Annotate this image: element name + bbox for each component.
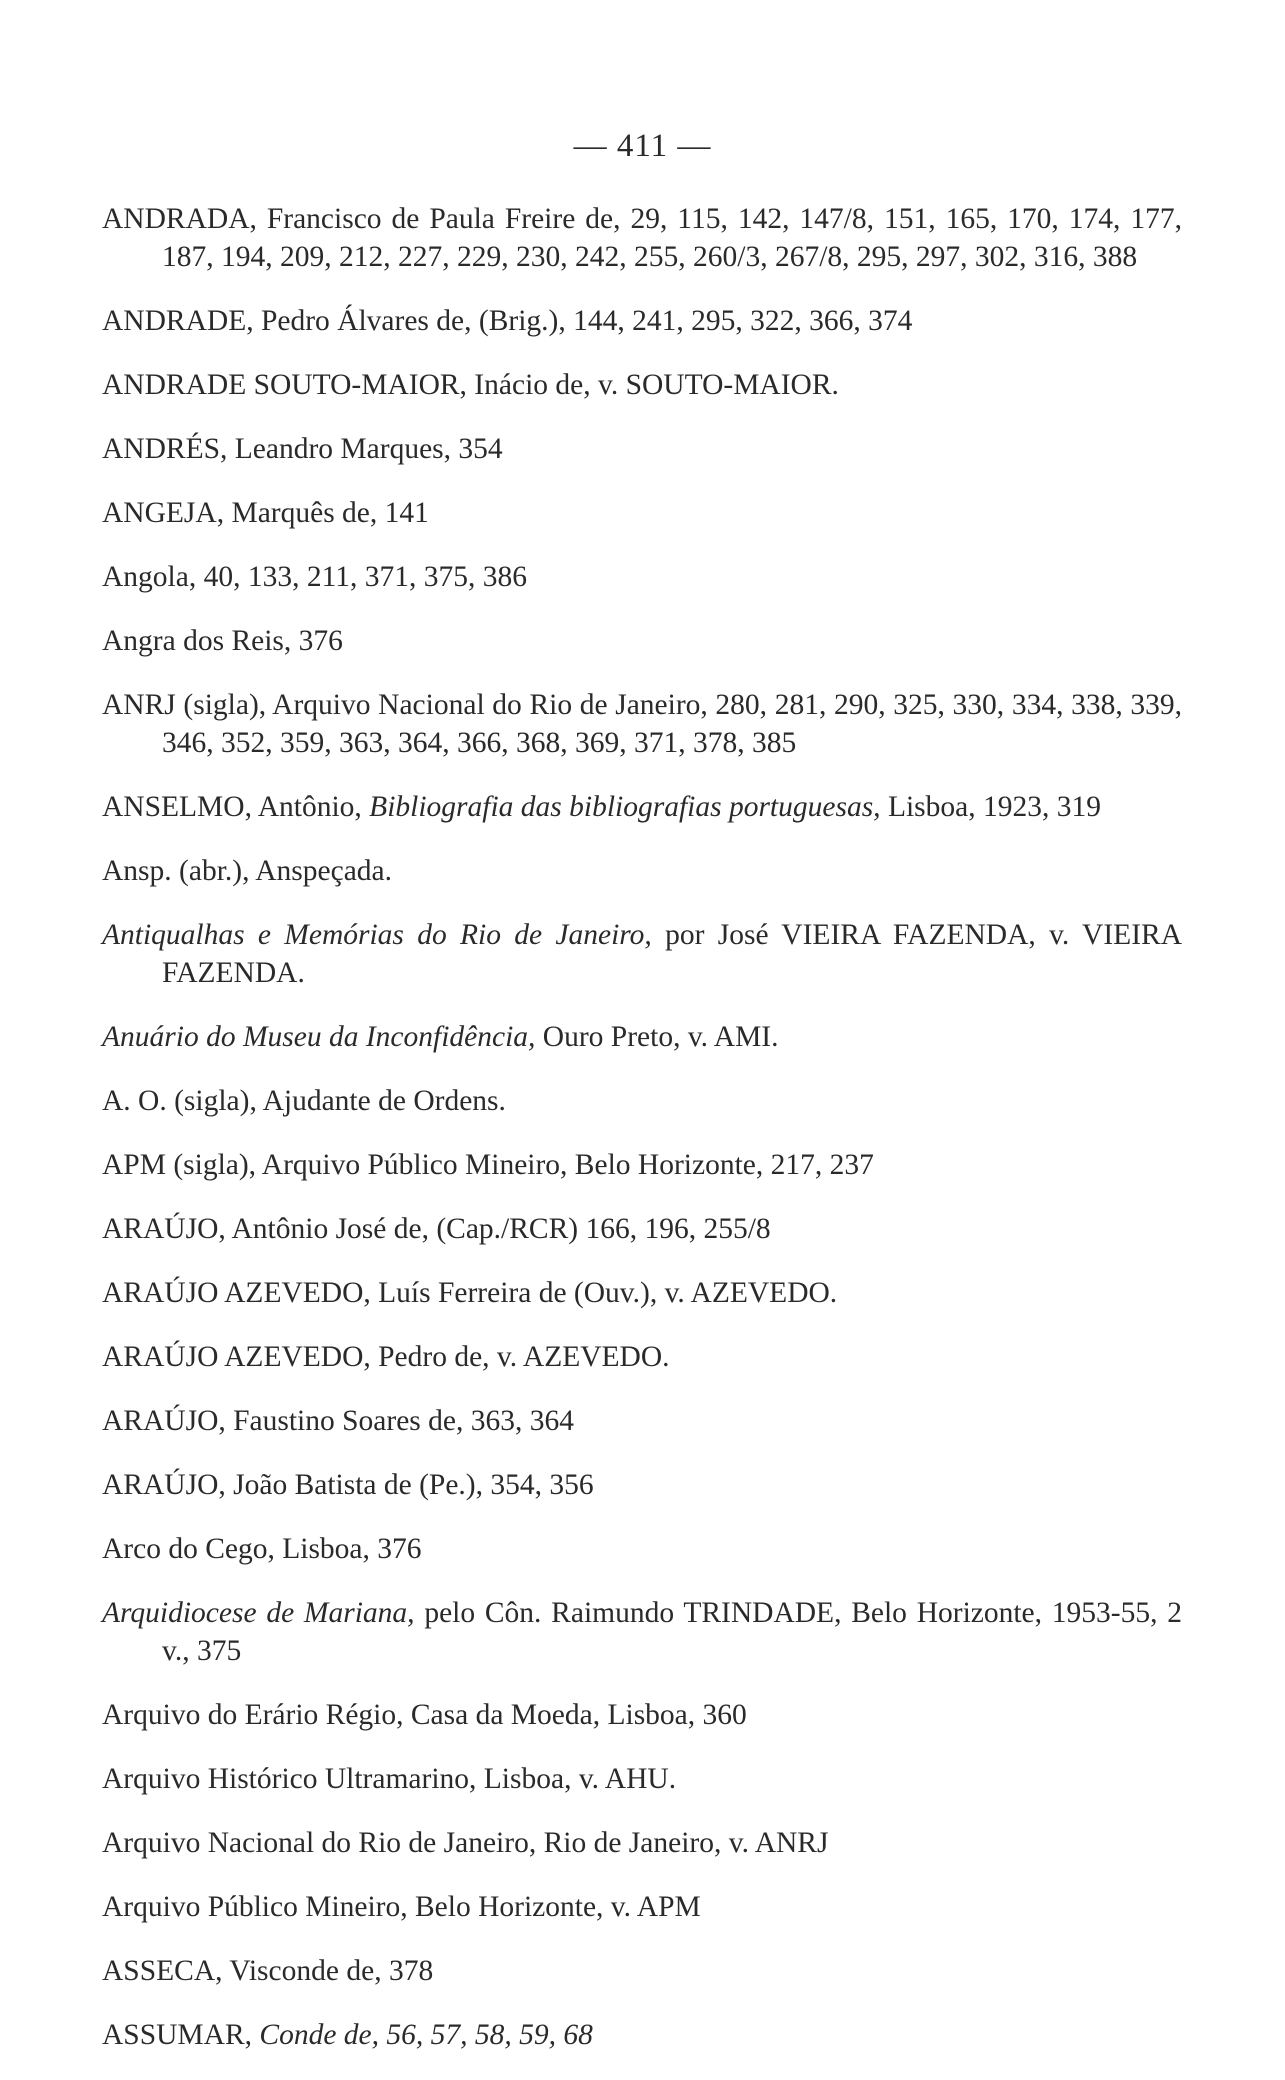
index-entry — [102, 200, 1182, 276]
index-entry — [102, 622, 1182, 660]
index-entry — [102, 1594, 1182, 1670]
index-entry — [102, 852, 1182, 890]
entry-text: ANGEJA, Marquês de, 141 — [102, 497, 429, 529]
index-entry — [102, 686, 1182, 762]
index-entry — [102, 302, 1182, 340]
entry-text: ARAÚJO AZEVEDO, Luís Ferreira de (Ouv.), v. AZEVEDO. — [102, 1277, 838, 1309]
entry-text: Arquivo Público Mineiro, Belo Horizonte, v. APM — [102, 1891, 701, 1923]
entry-italic-text: Bibliografia das bibliografias portuguesas, — [369, 791, 881, 823]
entry-text: ARAÚJO, João Batista de (Pe.), 354, 356 — [102, 1469, 594, 1501]
index-entry — [102, 916, 1182, 992]
entry-text: ANRJ (sigla), Arquivo Nacional do Rio de Janeiro, 280, 281, 290, 325, 330, 334, 338, 339, 346, 352, 359, 363, 364, 366, 368, 369, 371, 378, 385 — [102, 689, 1182, 759]
index-entry — [102, 430, 1182, 468]
index-entry — [102, 1824, 1182, 1862]
entry-text: Arquivo do Erário Régio, Casa da Moeda, Lisboa, 360 — [102, 1699, 747, 1731]
index-entry — [102, 1338, 1182, 1376]
entry-italic-text: Arquidiocese de Mariana, — [102, 1597, 415, 1629]
entry-text: A. O. (sigla), Ajudante de Ordens. — [102, 1085, 506, 1117]
entry-text: ANDRADA, Francisco de Paula Freire de, 29, 115, 142, 147/8, 151, 165, 170, 174, 177, 187, 194, 209, 212, 227, 229, 230, 242, 255, 260/3, 267/8, 295, 297, 302, 316, 388 — [102, 203, 1182, 273]
entry-text: Angra dos Reis, 376 — [102, 625, 343, 657]
entry-text: ANDRADE SOUTO-MAIOR, Inácio de, v. SOUTO-MAIOR. — [102, 369, 839, 401]
index-entry — [102, 1210, 1182, 1248]
entry-text: ANSELMO, Antônio, — [102, 791, 370, 823]
entry-text: ANDRÉS, Leandro Marques, 354 — [102, 433, 503, 465]
entry-italic-text: Conde de, 56, 57, 58, 59, 68 — [259, 2019, 593, 2051]
entry-text: ARAÚJO AZEVEDO, Pedro de, v. AZEVEDO. — [102, 1341, 670, 1373]
index-entry — [102, 1018, 1182, 1056]
index-entries — [102, 200, 1182, 2080]
entry-text: por José VIEIRA FAZENDA, v. VIEIRA FAZENDA. — [162, 919, 1182, 989]
index-entry — [102, 1760, 1182, 1798]
index-entry — [102, 1888, 1182, 1926]
entry-italic-text: Anuário do Museu da Inconfidência, — [102, 1021, 536, 1053]
entry-text: Arquivo Histórico Ultramarino, Lisboa, v. AHU. — [102, 1763, 677, 1795]
entry-text: Ouro Preto, v. AMI. — [535, 1021, 779, 1053]
index-entry — [102, 1402, 1182, 1440]
index-entry — [102, 788, 1182, 826]
entry-text: APM (sigla), Arquivo Público Mineiro, Belo Horizonte, 217, 237 — [102, 1149, 874, 1181]
entry-text: Arquivo Nacional do Rio de Janeiro, Rio de Janeiro, v. ANRJ — [102, 1827, 829, 1859]
index-entry — [102, 2016, 1182, 2054]
index-entry — [102, 1466, 1182, 1504]
index-entry — [102, 1696, 1182, 1734]
entry-text: pelo Côn. Raimundo TRINDADE, Belo Horizonte, 1953-55, 2 v., 375 — [162, 1597, 1182, 1667]
index-entry — [102, 1082, 1182, 1120]
index-entry — [102, 366, 1182, 404]
entry-text: Lisboa, 1923, 319 — [880, 791, 1101, 823]
entry-text: ARAÚJO, Antônio José de, (Cap./RCR) 166, 196, 255/8 — [102, 1213, 771, 1245]
entry-text: ARAÚJO, Faustino Soares de, 363, 364 — [102, 1405, 574, 1437]
index-entry — [102, 1530, 1182, 1568]
entry-text: ASSECA, Visconde de, 378 — [102, 1955, 434, 1987]
entry-text: ANDRADE, Pedro Álvares de, (Brig.), 144, 241, 295, 322, 366, 374 — [102, 305, 913, 337]
index-entry — [102, 494, 1182, 532]
index-entry — [102, 1274, 1182, 1312]
entry-text: Arco do Cego, Lisboa, 376 — [102, 1533, 422, 1565]
index-entry — [102, 1146, 1182, 1184]
entry-text: Ansp. (abr.), Anspeçada. — [102, 855, 393, 887]
index-entry — [102, 1952, 1182, 1990]
entry-italic-text: Antiqualhas e Memórias do Rio de Janeiro, — [102, 919, 652, 951]
entry-text: Angola, 40, 133, 211, 371, 375, 386 — [102, 561, 527, 593]
page-number: — 411 — — [573, 128, 712, 164]
index-entry — [102, 558, 1182, 596]
entry-text: ASSUMAR, — [102, 2019, 260, 2051]
